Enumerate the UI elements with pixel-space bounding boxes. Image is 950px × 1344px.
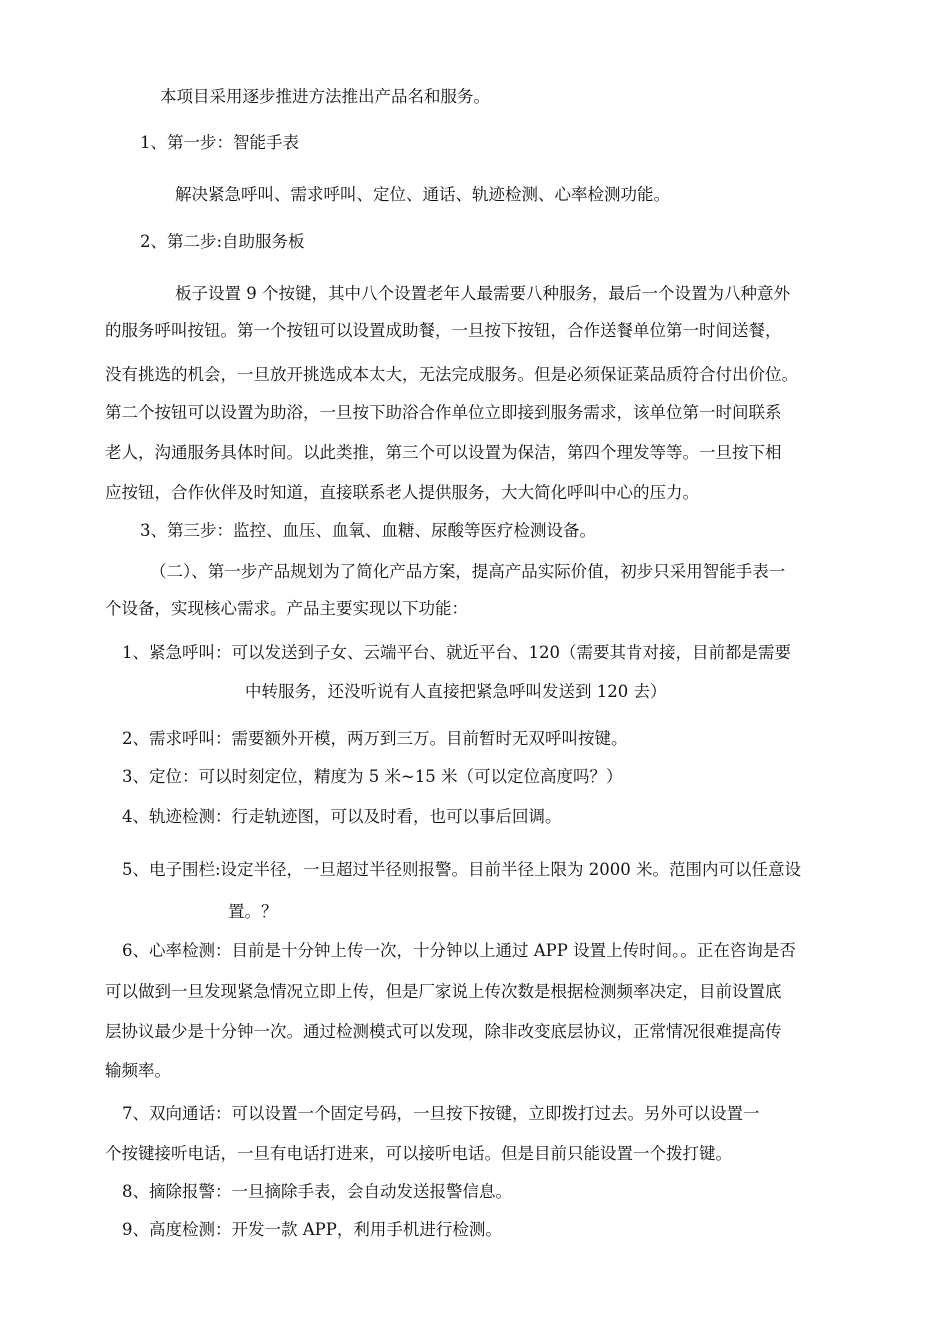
- feature-item-3: 3、定位：可以时刻定位，精度为 5 米~15 米（可以定位高度吗？）: [122, 767, 623, 786]
- section-2-paragraph-line: （二）、第一步产品规划为了简化产品方案，提高产品实际价值，初步只采用智能手表一: [150, 562, 786, 581]
- step-3-heading: 3、第三步：监控、血压、血氧、血糖、尿酸等医疗检测设备。: [140, 521, 596, 540]
- feature-item-1: 1、紧急呼叫：可以发送到子女、云端平台、就近平台、120（需要其肯对接，目前都是需要: [122, 643, 791, 662]
- feature-item-5-continued: 置。？: [228, 902, 278, 921]
- step-2-paragraph-line: 应按钮，合作伙伴及时知道，直接联系老人提供服务，大大简化呼叫中心的压力。: [105, 483, 699, 502]
- step-1-description: 解决紧急呼叫、需求呼叫、定位、通话、轨迹检测、心率检测功能。: [175, 185, 670, 204]
- feature-item-6-continued: 层协议最少是十分钟一次。通过检测模式可以发现，除非改变底层协议，正常情况很难提高传: [105, 1022, 782, 1041]
- feature-item-6-continued: 输频率。: [105, 1061, 171, 1080]
- step-2-paragraph-line: 板子设置 9 个按键，其中八个设置老年人最需要八种服务，最后一个设置为八种意外: [175, 284, 790, 303]
- section-2-paragraph-line: 个设备，实现核心需求。产品主要实现以下功能：: [105, 599, 468, 618]
- feature-item-8: 8、摘除报警：一旦摘除手表，会自动发送报警信息。: [122, 1182, 512, 1201]
- feature-item-2: 2、需求呼叫：需要额外开模，两万到三万。目前暂时无双呼叫按键。: [122, 729, 628, 748]
- feature-item-7: 7、双向通话：可以设置一个固定号码，一旦按下按键，立即拨打过去。另外可以设置一: [122, 1104, 760, 1123]
- step-2-paragraph-line: 的服务呼叫按钮。第一个按钮可以设置成助餐，一旦按下按钮，合作送餐单位第一时间送餐，: [105, 321, 782, 340]
- feature-item-4: 4、轨迹检测：行走轨迹图，可以及时看，也可以事后回调。: [122, 807, 562, 826]
- step-2-heading: 2、第二步:自助服务板: [140, 232, 305, 251]
- feature-item-6: 6、心率检测：目前是十分钟上传一次，十分钟以上通过 APP 设置上传时间。。正在咨询是否: [122, 941, 796, 960]
- feature-item-5: 5、电子围栏:设定半径，一旦超过半径则报警。目前半径上限为 2000 米。范围内可以任意设: [122, 860, 802, 879]
- feature-item-7-continued: 个按键接听电话，一旦有电话打进来，可以接听电话。但是目前只能设置一个拨打键。: [105, 1144, 732, 1163]
- step-1-heading: 1、第一步：智能手表: [140, 133, 299, 152]
- feature-item-9: 9、高度检测：开发一款 APP，利用手机进行检测。: [122, 1220, 502, 1239]
- step-2-paragraph-line: 第二个按钮可以设置为助浴，一旦按下助浴合作单位立即接到服务需求，该单位第一时间联系: [105, 403, 782, 422]
- feature-item-6-continued: 可以做到一旦发现紧急情况立即上传，但是厂家说上传次数是根据检测频率决定，目前设置底: [105, 982, 782, 1001]
- step-2-paragraph-line: 老人，沟通服务具体时间。以此类推，第三个可以设置为保洁，第四个理发等等。一旦按下相: [105, 443, 782, 462]
- feature-item-1-continued: 中转服务，还没听说有人直接把紧急呼叫发送到 120 去）: [245, 682, 667, 701]
- step-2-paragraph-line: 没有挑选的机会，一旦放开挑选成本太大，无法完成服务。但是必须保证菜品质符合付出价位。: [105, 365, 798, 384]
- paragraph-intro: 本项目采用逐步推进方法推出产品名和服务。: [160, 87, 490, 106]
